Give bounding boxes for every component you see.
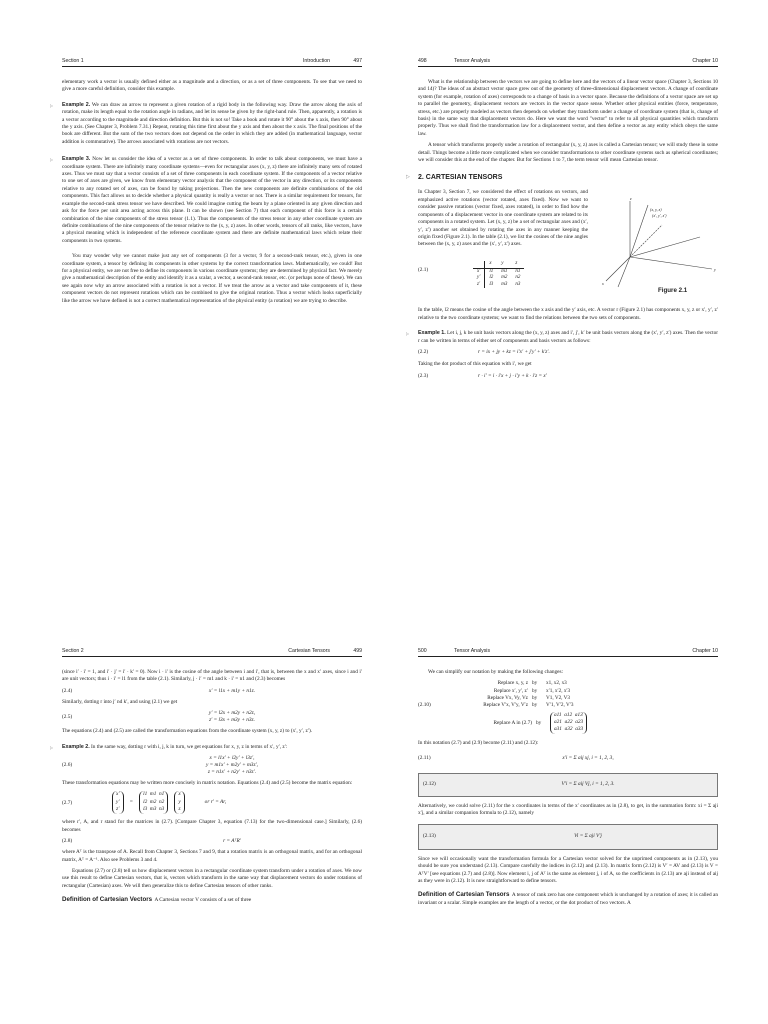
paragraph: A tensor which transforms properly under a rotation of rectangular (x, y, z) axes is called a Cartesian tensor; we will study these in some detail. Things become a little more complicated when we consider transformations to other coordinate systems such as spherical coordinates; we will consider this at the end of the chapter. But for Sections 1 to 7, the term tensor will mean Cartesian tensor. — [418, 142, 718, 164]
matrix-A — [139, 791, 168, 813]
definition — [418, 891, 718, 907]
matrix-entry: z — [178, 806, 181, 813]
list-item: x1, x2, x3 — [546, 680, 567, 687]
table-cell: z′ — [473, 282, 485, 289]
list-item: Replace x′, y′, z′ — [493, 687, 528, 694]
matrix-entry: n3 — [159, 806, 165, 813]
definition-text: A Cartesian vector V consists of a set of three — [154, 897, 252, 904]
example-2 — [50, 101, 362, 146]
figure-axis-label: x — [602, 281, 604, 287]
matrix-entry: m2 — [149, 798, 157, 805]
table-row — [473, 268, 524, 275]
replacement-list — [458, 680, 718, 709]
matrix-entry: a12 — [564, 711, 573, 718]
equation-2-2 — [418, 349, 718, 358]
matrix-entry: l1 — [143, 791, 148, 798]
triangle-marker-icon: ▷ — [50, 102, 54, 108]
definition-text: A tensor of rank zero has one component which is unchanged by a rotation of axes; it is called an invariant or a scalar. Simple examples are the length of a vector, or the dot product of two vectors. A — [418, 892, 718, 906]
page-500 — [418, 648, 718, 911]
example-text: Let i, j, k be unit basis vectors along the (x, y, z) axes and i′, j′, k′ be unit basis vectors along the (x′, y′, z′) axes. Then the vector r can be written in terms of either set of components and basis vectors as follows: — [418, 330, 719, 344]
example-label: Example 3. — [62, 156, 91, 163]
equation-2-13 — [418, 824, 718, 850]
column-vector — [112, 791, 124, 813]
equation-number: (2.12) — [423, 781, 436, 787]
page-header — [62, 648, 362, 657]
matrix-entry: a11 — [554, 711, 562, 718]
page-498 — [406, 58, 719, 384]
table-cell: m1 — [501, 268, 508, 274]
section-label: Section 1 — [62, 58, 84, 64]
matrix-entry: a32 — [564, 726, 573, 733]
table-header: y — [497, 261, 511, 268]
matrix-entry: l3 — [143, 806, 148, 813]
equation-number: (2.1) — [418, 267, 429, 274]
matrix-entry: m1 — [149, 791, 157, 798]
table-cell: n3 — [515, 281, 521, 287]
page-number: 500 — [418, 648, 427, 654]
paragraph: where r′, A, and r stand for the matrices in (2.7). [Compare Chapter 3, equation (7.13) for the two-dimensional case.] Similarly, (2.6) becomes — [62, 819, 362, 833]
equation-2-4 — [62, 688, 362, 697]
page-header — [62, 58, 362, 67]
page-header — [418, 58, 718, 67]
equation-2-3 — [418, 373, 718, 382]
page-499 — [50, 648, 362, 909]
list-item: by — [532, 702, 538, 709]
matrix-entry: x — [178, 791, 181, 798]
table-cell: l2 — [489, 275, 494, 281]
list-item: V′1, V′2, V′3 — [546, 702, 574, 709]
paragraph: elementary work a vector is usually defined either as a magnitude and a direction, or as a set of three components. To see that we need to give a more careful definition, consider this example. — [62, 79, 362, 93]
matrix-entry: m3 — [149, 806, 157, 813]
matrix-entry: n1 — [159, 791, 165, 798]
table-header: z — [511, 261, 524, 268]
matrix-entry: a22 — [564, 719, 573, 725]
paragraph: Since we will occasionally want the transformation formula for a Cartesian vector solved for the unprimed components as in (2.13), you should be sure you understand (2.13). Compare carefully the indices in (2.12) and (2.13). In matrix form (2.12) is V′ = AV and (2.13) is V = AᵀV′ [see equations (2.7) and (2.8)]. Now element i, j of Aᵀ is the same as element j, i of A, so the coefficients in (2.13) are aji instead of aij as they were in (2.12). It is now straightforward to define tensors. — [418, 855, 718, 885]
equation-2-12 — [418, 773, 718, 797]
list-item: Replace A in (2.7) — [493, 719, 532, 726]
definition-heading: Definition of Cartesian Vectors — [62, 896, 153, 904]
list-item: Replace Vx, Vy, Vz — [487, 695, 528, 701]
table-cell: y′ — [473, 275, 485, 282]
equals-sign: = — [129, 798, 134, 805]
example-label: Example 2. — [62, 101, 91, 108]
section-heading — [406, 173, 718, 182]
equation-number: (2.13) — [423, 832, 436, 839]
equation-number: (2.4) — [62, 687, 73, 694]
equation-2-6 — [62, 755, 362, 778]
running-title: Cartesian Tensors — [288, 648, 330, 654]
table-cell: n1 — [515, 268, 521, 274]
example-text: In the same way, dotting r with i, j, k in turn, we get equations for x, y, z in terms of x′, y′, z′: — [91, 743, 288, 750]
definition-heading: Definition of Cartesian Tensors — [418, 891, 510, 899]
figure-caption: Figure 2.1 — [658, 287, 688, 295]
equation-body: V′i = Σ aij Vj, i = 1, 2, 3. — [561, 781, 615, 787]
paragraph: Taking the dot product of this equation with i′, we get — [418, 361, 532, 368]
paragraph: The equations (2.4) and (2.5) are called the transformation equations from the coordinate system (x, y, z) to (x′, y′, z′). — [62, 728, 313, 735]
equation-number: (2.5) — [62, 714, 73, 721]
equation-body: y′ = l2x + m2y + n2z, — [208, 710, 256, 717]
text-with-figure — [418, 189, 718, 297]
chapter-label: Chapter 10 — [692, 58, 718, 64]
matrix-entry: n2 — [159, 798, 165, 805]
list-item: x′1, x′2, x′3 — [546, 687, 571, 694]
matrix-entry: x′ — [116, 791, 120, 798]
equation-body: z = n1x′ + n2y′ + n3z′. — [207, 769, 257, 776]
equation-body: r = AᵀR′ — [223, 838, 241, 845]
matrix-entry: z′ — [116, 806, 120, 813]
equation-2-7 — [62, 791, 362, 817]
section-title: 2. CARTESIAN TENSORS — [418, 174, 503, 182]
list-item: by — [532, 680, 538, 687]
matrix-entry: a13 — [574, 711, 583, 718]
running-title: Introduction — [302, 58, 330, 64]
triangle-marker-icon: ▷ — [406, 331, 410, 337]
matrix-a — [550, 712, 587, 734]
figure-2-1 — [600, 197, 718, 289]
equation-body: or r′ = Ar, — [204, 798, 227, 805]
figure-axis-label: (x, y, z) — [650, 207, 662, 213]
equation-body: z′ = l3x + m3y + n3z. — [209, 717, 255, 724]
table-cell: l3 — [489, 281, 494, 287]
chapter-label: Chapter 10 — [692, 648, 718, 654]
equation-body: x′i = Σ aij xj, i = 1, 2, 3, — [562, 755, 614, 761]
paragraph: In Chapter 3, Section 7, we considered the effect of rotations on vectors, and emphasized active rotations (vector rotated, axes fixed). Now we want to consider passive rotations (vector fixed, axes rotated), in order to find how the components of a displacement vector in one coordinate system are related to its components in a rotated system. Let (x, y, z) be a set of rectangular axes and (x′, y′, z′) another set obtained by rotating the axes in any manner keeping the origin fixed (Figure 2.1). In the table (2.1), we list the cosines of the nine angles between the (x, y, z) axes and the (x′, y′, z′) axes. — [418, 189, 588, 248]
equation-number: (2.6) — [62, 762, 73, 769]
table-cell: n2 — [515, 275, 521, 281]
page-header — [418, 648, 718, 657]
example-text: We can draw an arrow to represent a given rotation of a rigid body in the following way. Draw the arrow along the axis of rotation, make its length equal to the rotation angle in radians, and let its sense be given by the right-hand rule. Then, apparently, a rotation is a vector according to the magnitude and direction definition. But this is not so! Take a book and rotate it 90° about the x axis, then 90° about the y axis. (See Chapter 3, Problem 7.31.) Repeat, rotating this time first about the y axis and then about the x axis. The final positions of the book are different. But the sum of the two vectors does not depend on the order in which they are added (in mathematical language, vector addition is commutative). The arrows associated with rotations are not vectors. — [62, 101, 362, 145]
equation-number: (2.7) — [62, 800, 73, 807]
list-item: Replace V′x, V′y, V′z — [483, 702, 528, 709]
matrix-entry: a21 — [554, 719, 562, 725]
example-1 — [406, 330, 719, 345]
paragraph: We can simplify our notation by making the following changes: — [428, 669, 564, 675]
paragraph: In the table, l2 means the cosine of the angle between the x axis and the y′ axis, etc. A vector r (Figure 2.1) has components x, y, z or x′, y′, z′ relative to the two coordinate systems; we want to find the relations between the two sets of components. — [418, 307, 718, 321]
equation-body: y = m1x′ + m2y′ + m3z′, — [205, 762, 258, 769]
equation-body: x = l1x′ + l2y′ + l3z′, — [209, 755, 255, 762]
matrix-entry: y′ — [116, 798, 120, 805]
matrix-entry: a31 — [554, 726, 562, 733]
running-title: Tensor Analysis — [454, 58, 491, 64]
matrix-entry: y — [178, 798, 181, 805]
triangle-marker-icon: ▷ — [50, 157, 54, 163]
page-497 — [50, 58, 362, 309]
equation-number: (2.2) — [418, 349, 429, 356]
matrix-entry: l2 — [143, 798, 148, 805]
paragraph: In this notation (2.7) and (2.9) become (2.11) and (2.12): — [418, 739, 539, 746]
equation-number: (2.3) — [418, 372, 429, 379]
equation-body: r · i′ = i · i′x + j · i′y + k · i′z = x′ — [478, 372, 547, 379]
list-item: V1, V2, V3 — [546, 695, 571, 701]
figure-axis-label: y — [714, 267, 716, 273]
table-cell: m3 — [501, 281, 508, 287]
table-cell: m2 — [501, 275, 508, 281]
equation-body: x′ = l1x + m1y + n1z. — [208, 687, 256, 694]
paragraph: (since i′ · i′ = 1, and i′ · j′ = i′ · k′ = 0). Now i · i′ is the cosine of the angle between i and i′, that is, between the x and x′ axes, since i and i′ are unit vectors; thus i · i′ = l1 from the table (2.1). Similarly, j · i′ = m1 and k · i′ = n1 and (2.3) becomes — [62, 669, 362, 683]
figure-axis-label: (x′, y′, z′) — [652, 213, 667, 219]
running-title: Tensor Analysis — [454, 648, 491, 654]
list-item: Replace x, y, z — [497, 680, 528, 687]
section-label: Section 2 — [62, 648, 84, 654]
triangle-marker-icon: ▷ — [50, 744, 54, 750]
list-item: by — [536, 719, 542, 726]
paragraph: Alternatively, we could solve (2.11) for the x coordinates in terms of the x′ coordinates as in (2.8), to get, in the summation form: xi = Σ aji x′j, and a similar companion formula to (2.12), namely — [418, 803, 718, 817]
figure-axis-label: z — [630, 197, 632, 202]
equation-body: Vi = Σ aji V′j — [574, 832, 602, 839]
equation-number: (2.10) — [418, 701, 431, 708]
equation-number: (2.11) — [418, 755, 431, 761]
matrix-entry: a33 — [575, 726, 584, 733]
paragraph: Similarly, dotting r into j′ nd k′, and using (2.1) we get — [62, 698, 178, 705]
column-vector — [174, 791, 184, 813]
example-3 — [50, 156, 362, 245]
list-item: by — [532, 695, 538, 701]
direction-cosine-table — [473, 261, 524, 288]
triangle-marker-icon: ▷ — [406, 174, 410, 181]
list-item: by — [532, 687, 538, 694]
table-cell: l1 — [489, 268, 494, 274]
paragraph: Equations (2.7) or (2.8) tell us how displacement vectors in a rectangular coordinate system transform under a rotation of axes. We now use this result to define Cartesian vectors, that is, vectors which transform in the same way that displacement vectors do under rotations of rectangular (Cartesian) axes. We will then generalize this to define Cartesian tensors of other ranks. — [62, 868, 362, 889]
matrix-entry: a23 — [575, 719, 584, 725]
page-number: 499 — [353, 648, 362, 654]
equation-2-5 — [62, 710, 362, 726]
equation-2-8 — [62, 838, 362, 847]
equation-body: r = ix + jy + kz = i′x′ + j′y′ + k′z′. — [478, 349, 550, 356]
paragraph: What is the relationship between the vectors we are going to define here and the vectors of a linear vector space (Chapter 3, Sections 10 and 14)? The ideas of an abstract vector space grew out of the geometry of three-dimensional displacement vectors. A change of coordinate system (for example, rotation of axes) corresponds to a change of basis in a vector space. Because the definitions of a vector space are set up to parallel the geometry, displacement vectors are vectors in the vector space sense. Whether other physical entities (force, temperature, stress, etc.) are properly modeled as vectors then depends on whether they transform under a change of coordinate system (that is, change of basis) in the same way that displacement vectors do. Here we want the word "vector" to refer to all physical quantities which transform properly. Thus we shall find the transformation law for a displacement vector, and then define a vector as any entity which obeys the same law. — [418, 79, 718, 137]
paragraph: where Aᵀ is the transpose of A. Recall from Chapter 3, Sections 7 and 9, that a rotation matrix is an orthogonal matrix, and for an orthogonal matrix, Aᵀ = A⁻¹. Also see Problems 3 and 4. — [62, 849, 362, 863]
paragraph: These transformation equations may be written more concisely in matrix notation. Equations (2.4) and (2.5) become the matrix equation: — [62, 780, 353, 787]
example-label: Example 2. — [62, 743, 90, 750]
page-number: 498 — [418, 58, 427, 64]
definition — [62, 896, 362, 904]
equation-number: (2.8) — [62, 838, 73, 845]
equation-2-11 — [418, 751, 718, 767]
paragraph: You may wonder why we cannot make just any set of components (3 for a vector, 9 for a second-rank tensor, etc.), given in one coordinate system, a tensor by defining its components in other systems by the correct transformation laws. Mathematically, we could! But for a physical entity, we are not free to define its components in various coordinate systems; they are determined by physical fact. We merely give a mathematical description of the entity and identify it as a scalar, a vector, a second-rank tensor, etc. (or perhaps none of these). We can see again now why an arrow associated with a rotation is not a vector. If we treat the arrow as a vector and take components of it, these component vectors do not represent rotations which can be combined to give the original rotation. Thus a vector which looks superficially like the arrow we have defined is not a correct mathematical representation of the physical entity (a rotation) we are trying to describe. — [62, 253, 362, 304]
matrix-equation — [112, 791, 226, 813]
example-label: Example 1. — [418, 330, 446, 337]
example-text: Now let us consider the idea of a vector as a set of three components. In order to talk about components, we must have a coordinate system. There are infinitely many coordinate systems—even for rectangular axes (x, y, z) there are infinitely many sets of rotated axes. Thus we must say that a vector consists of a set of three components in each coordinate system. If the components of a vector relative to one set of axes are given, we know from elementary vector analysis that the component of the vector in any direction, or its components relative to any rotated set of axes, can be found by taking projections. Then the new components are definite combinations of the old components. This fact allows us to decide whether a physical quantity is really a vector or not. There is a similar requirement for tensors, for example the second-rank stress tensor we have described. We could imagine cutting the beam by a plane oriented in any given direction and ask for the force per unit area acting across this plane. It can be shown (see Section 7) that each component of this force is a certain combination of the nine components of the stress tensor (1.1). Thus the components of the stress tensor in any other coordinate system are definite combinations of the nine components of the tensor relative to the (x, y, z) axes. In other words, tensors of all ranks, like vectors, have a physical meaning which is independent of the reference coordinate system and there are definite mathematical laws which relate their components in two systems. — [62, 156, 362, 244]
table-header: x — [485, 261, 497, 268]
page-number: 497 — [353, 58, 362, 64]
example-2 — [50, 743, 362, 751]
table-cell: x′ — [473, 268, 485, 275]
table-row — [473, 282, 524, 289]
